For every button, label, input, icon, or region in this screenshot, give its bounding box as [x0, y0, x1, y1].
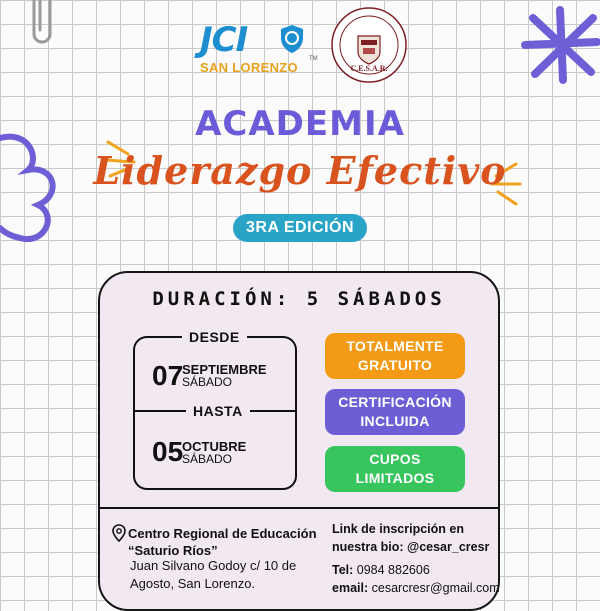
contact-info	[332, 561, 502, 597]
program-title: Liderazgo Efectivo	[93, 148, 507, 193]
end-weekday: SÁBADO	[182, 452, 233, 466]
duration-heading: DURACIÓN: 5 SÁBADOS	[152, 288, 446, 310]
phone-label: Tel:	[332, 563, 354, 577]
location-pin-icon	[112, 524, 126, 542]
end-month: OCTUBRE	[182, 439, 247, 454]
email-line	[332, 579, 502, 597]
start-month: SEPTIEMBRE	[182, 362, 267, 377]
venue-name: Centro Regional de Educación “Saturio Ríos”	[128, 526, 317, 558]
trademark-mark: TM	[309, 56, 318, 62]
cesar-seal-logo	[330, 6, 408, 84]
certification-badge: CERTIFICACIÓN INCLUIDA	[325, 389, 465, 435]
edition-badge: 3RA EDICIÓN	[233, 214, 367, 242]
registration-text: Link de inscripción en nuestra bio: @cesar_cresr	[332, 522, 490, 554]
email-value: cesarcresr@gmail.com	[371, 581, 500, 595]
start-label: DESDE	[182, 329, 247, 345]
jci-logo-subtitle: SAN LORENZO	[200, 60, 298, 75]
start-day: 07	[152, 360, 184, 391]
cesar-seal-text: C.E.S.A.R.	[350, 64, 388, 73]
paperclip-icon	[22, 0, 62, 54]
jci-shield-icon	[280, 24, 304, 54]
limited-spots-badge: CUPOS LIMITADOS	[325, 446, 465, 492]
venue-address: Juan Silvano Godoy c/ 10 de Agosto, San Lorenzo.	[130, 558, 297, 591]
free-badge: TOTALMENTE GRATUITO	[325, 333, 465, 379]
academia-heading: ACADEMIA	[195, 104, 405, 144]
jci-logo	[196, 22, 324, 76]
star-doodle-icon	[505, 0, 600, 95]
phone-line	[332, 561, 502, 579]
end-day: 05	[152, 436, 184, 467]
jci-logo-text: JCI	[200, 20, 248, 60]
end-label: HASTA	[186, 403, 250, 419]
email-label: email:	[332, 581, 369, 595]
bottom-divider	[100, 507, 498, 509]
phone-value: 0984 882606	[356, 563, 430, 577]
start-weekday: SÁBADO	[182, 375, 233, 389]
